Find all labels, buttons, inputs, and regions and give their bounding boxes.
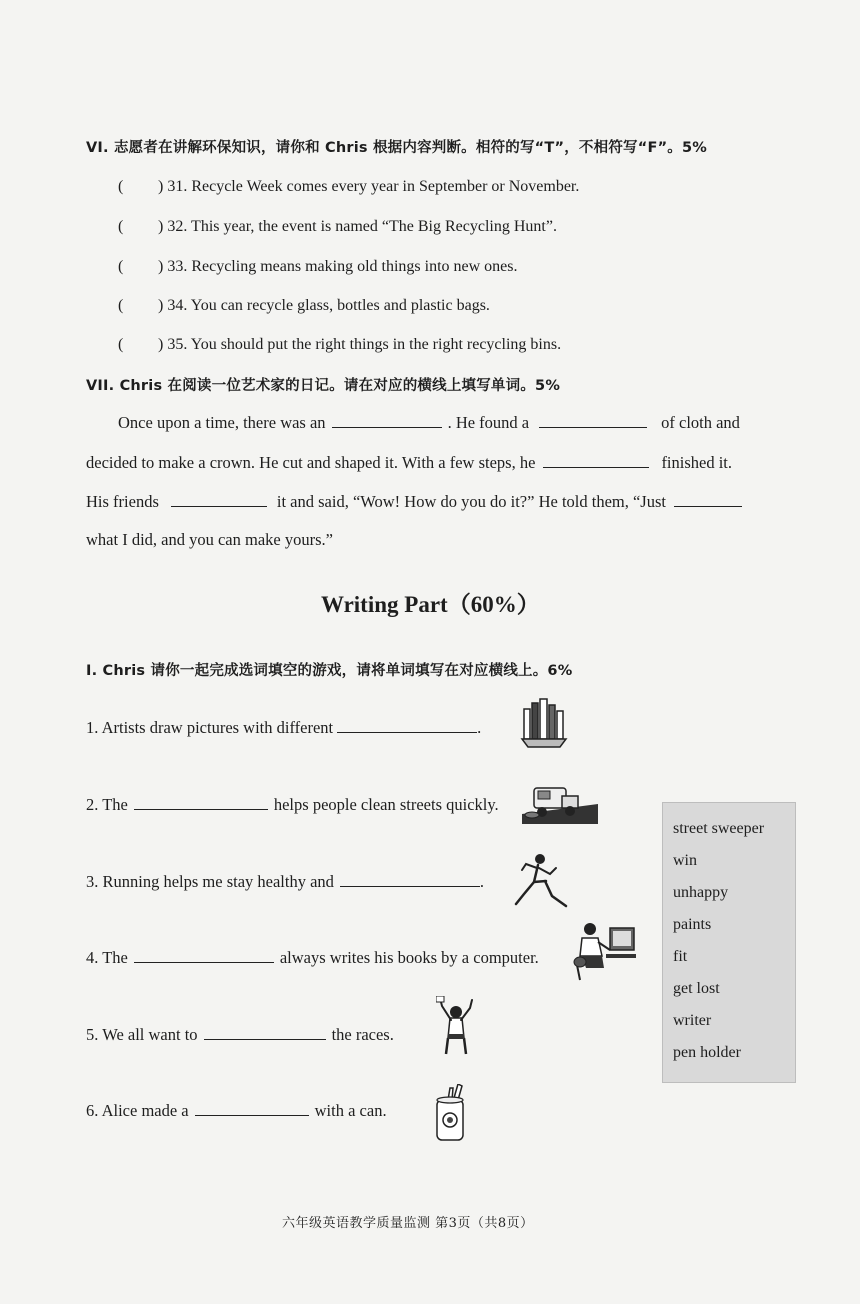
diary-text: decided to make a crown. He cut and shaped it. With a few steps, he [86, 453, 536, 472]
street-sweeper-icon [522, 780, 598, 824]
page-footer: 六年级英语教学质量监测 第3页（共8页） [282, 1216, 534, 1231]
tf-item-32 [118, 218, 557, 236]
tf-statement: ) 31. Recycle Week comes every year in September or November. [158, 178, 580, 195]
question-text: the races. [331, 1025, 394, 1044]
fill-blank-4[interactable] [171, 492, 267, 507]
diary-text: finished it. [661, 453, 733, 472]
question-text: always writes his books by a computer. [279, 948, 539, 967]
word-bank-item: fit [673, 948, 688, 965]
fill-blank-3[interactable] [543, 453, 649, 468]
diary-text: it and said, “Wow! How do you do it?” He told them, “Just [276, 492, 666, 511]
diary-line-4 [86, 530, 333, 550]
tf-item-34 [118, 297, 490, 315]
question-text: with a can. [314, 1101, 387, 1120]
question-text: . [477, 718, 482, 737]
fill-blank-5[interactable] [674, 492, 742, 507]
answer-blank-2[interactable] [134, 795, 268, 810]
answer-paren[interactable]: ( [118, 218, 124, 235]
word-bank [662, 802, 796, 1083]
paints-icon [520, 697, 568, 749]
winner-girl-icon [436, 996, 476, 1056]
word-bank-item: win [673, 852, 697, 869]
answer-blank-6[interactable] [195, 1101, 309, 1116]
pen-holder-can-icon [434, 1084, 466, 1142]
diary-text: . He found a [447, 413, 530, 432]
tf-item-31 [118, 178, 579, 196]
question-3 [86, 872, 484, 892]
question-text: 5. We all want to [86, 1025, 198, 1044]
question-text: 3. Running helps me stay healthy and [86, 872, 334, 891]
answer-paren[interactable]: ( [118, 258, 124, 275]
tf-statement: ) 32. This year, the event is named “The Big Recycling Hunt”. [158, 218, 557, 235]
tf-statement: ) 33. Recycling means making old things into new ones. [158, 258, 518, 275]
question-text: 2. The [86, 795, 128, 814]
diary-line-3 [86, 492, 748, 512]
fill-blank-2[interactable] [539, 413, 647, 428]
question-6 [86, 1101, 387, 1121]
tf-item-33 [118, 258, 518, 276]
answer-paren[interactable]: ( [118, 336, 124, 353]
tf-item-35 [118, 336, 561, 354]
diary-text: His friends [86, 492, 159, 511]
diary-line-2 [86, 453, 732, 473]
word-bank-item: unhappy [673, 884, 729, 901]
question-text: . [479, 872, 485, 891]
word-bank-item: paints [673, 916, 712, 933]
word-bank-item: street sweeper [673, 820, 765, 837]
tf-statement: ) 35. You should put the right things in the right recycling bins. [158, 336, 562, 353]
word-bank-item: pen holder [673, 1044, 741, 1061]
diary-text: what I did, and you can make yours.” [86, 530, 333, 549]
writing-part-title: Writing Part（60%） [321, 592, 540, 617]
question-text: 6. Alice made a [86, 1101, 189, 1120]
answer-blank-5[interactable] [204, 1025, 326, 1040]
runner-icon [512, 850, 572, 912]
diary-line-1 [118, 413, 740, 433]
question-2 [86, 795, 499, 815]
fill-blank-1[interactable] [332, 413, 442, 428]
question-5 [86, 1025, 394, 1045]
question-1 [86, 718, 481, 738]
answer-blank-3[interactable] [340, 872, 480, 887]
answer-paren[interactable]: ( [118, 297, 124, 314]
answer-blank-4[interactable] [134, 948, 274, 963]
question-text: 4. The [86, 948, 128, 967]
diary-text: Once upon a time, there was an [118, 413, 326, 432]
tf-statement: ) 34. You can recycle glass, bottles and plastic bags. [158, 297, 490, 314]
answer-blank-1[interactable] [337, 718, 477, 733]
section-7-heading: VII. Chris 在阅读一位艺术家的日记。请在对应的横线上填写单词。5% [86, 378, 561, 394]
word-bank-item: writer [673, 1012, 712, 1029]
writer-at-computer-icon [572, 920, 638, 982]
section-6-heading: VI. 志愿者在讲解环保知识，请你和 Chris 根据内容判断。相符的写“T”，不相符写“F”。5% [86, 140, 708, 156]
question-text: helps people clean streets quickly. [273, 795, 499, 814]
question-4 [86, 948, 539, 968]
answer-paren[interactable]: ( [118, 178, 124, 195]
word-bank-item: get lost [673, 980, 720, 997]
question-text: 1. Artists draw pictures with different [86, 718, 334, 737]
writing-section-1-heading: I. Chris 请你一起完成选词填空的游戏，请将单词填写在对应横线上。6% [86, 663, 573, 679]
diary-text: of cloth and [661, 413, 740, 432]
